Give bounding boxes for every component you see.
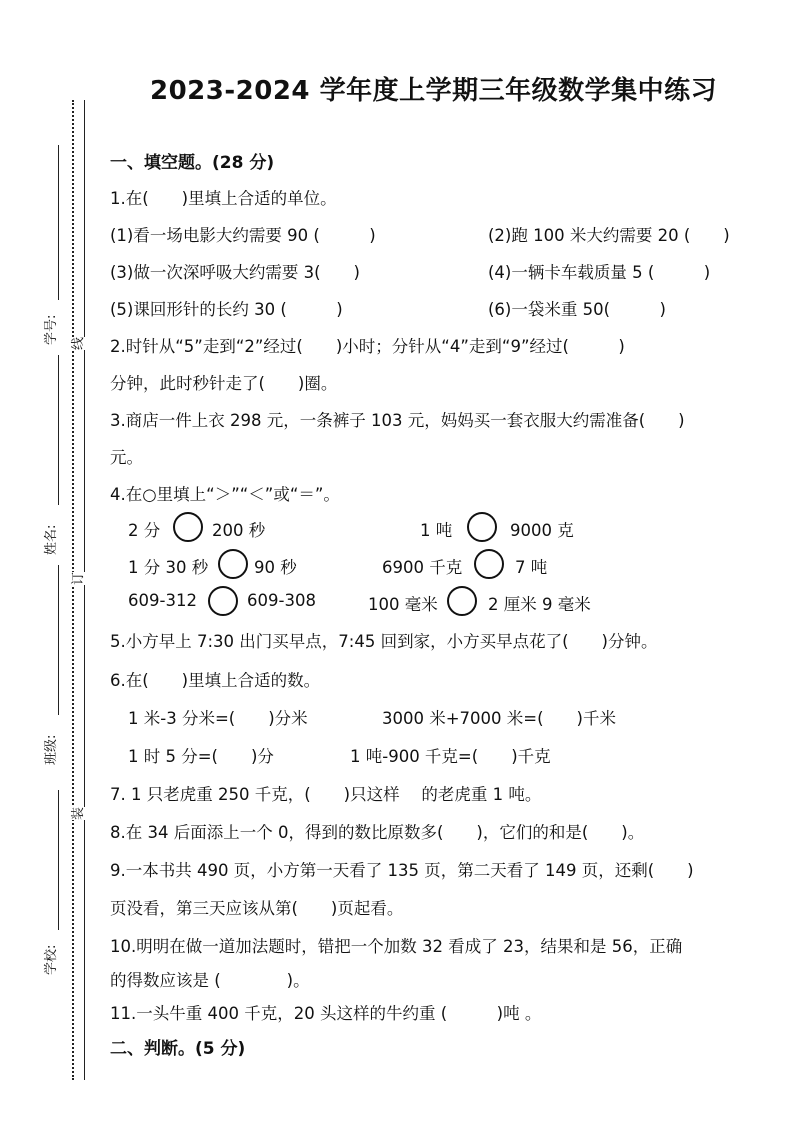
compare-left: 609-312 <box>128 591 197 610</box>
compare-circle[interactable] <box>474 549 504 579</box>
question-3-line-2: 元。 <box>110 448 143 467</box>
question-1-3: (3)做一次深呼吸大约需要 3( ) <box>110 263 360 282</box>
binding-dotted-line <box>72 100 74 1080</box>
xingming-underline <box>58 355 59 505</box>
question-11: 11.一头牛重 400 千克，20 头这样的牛约重 ( )吨 。 <box>110 1004 542 1023</box>
question-2-line-2: 分钟，此时秒针走了( )圈。 <box>110 374 338 393</box>
question-6-4: 1 吨-900 千克=( )千克 <box>350 747 551 766</box>
class-label: 班级: <box>44 734 59 765</box>
name-label: 姓名: <box>44 524 59 555</box>
compare-circle[interactable] <box>218 549 248 579</box>
question-1-5: (5)课回形针的长约 30 ( ) <box>110 300 343 319</box>
question-10-line-2: 的得数应该是 ( )。 <box>110 971 310 990</box>
compare-right: 90 秒 <box>254 558 297 577</box>
section-fill-in-title: 一、填空题。(28 分) <box>110 153 275 173</box>
compare-left: 1 分 30 秒 <box>128 558 209 577</box>
student-number-label: 学号: <box>44 314 59 345</box>
compare-right: 200 秒 <box>212 521 266 540</box>
question-7: 7. 1 只老虎重 250 千克，( )只这样 的老虎重 1 吨。 <box>110 785 542 804</box>
question-1-6: (6)一袋米重 50( ) <box>488 300 666 319</box>
question-9-line-1: 9.一本书共 490 页，小方第一天看了 135 页，第二天看了 149 页，还剩( ) <box>110 861 694 880</box>
compare-circle[interactable] <box>447 586 477 616</box>
compare-left: 1 吨 <box>420 521 453 540</box>
compare-circle[interactable] <box>208 586 238 616</box>
section-judgement-title: 二、判断。(5 分) <box>110 1039 246 1059</box>
question-1-1: (1)看一场电影大约需要 90 ( ) <box>110 226 376 245</box>
question-10-line-1: 10.明明在做一道加法题时，错把一个加数 32 看成了 23，结果和是 56，正确 <box>110 937 683 956</box>
question-9-line-2: 页没看，第三天应该从第( )页起看。 <box>110 899 404 918</box>
xuexiao-underline <box>58 790 59 930</box>
question-6-2: 3000 米+7000 米=( )千米 <box>382 709 616 728</box>
compare-left: 100 毫米 <box>368 595 438 614</box>
compare-left: 6900 千克 <box>382 558 463 577</box>
question-2-line-1: 2.时针从“5”走到“2”经过( )小时；分针从“4”走到“9”经过( ) <box>110 337 625 356</box>
banji-underline <box>58 565 59 715</box>
binding-solid-line <box>84 100 85 1080</box>
question-8: 8.在 34 后面添上一个 0，得到的数比原数多( )，它们的和是( )。 <box>110 823 645 842</box>
question-1-4: (4)一辆卡车载质量 5 ( ) <box>488 263 711 282</box>
school-label: 学校: <box>44 944 59 975</box>
binding-mark-zhuang: 装 <box>67 807 86 820</box>
binding-mark-ding: 订 <box>67 572 86 585</box>
compare-right: 609-308 <box>247 591 316 610</box>
compare-circle[interactable] <box>173 512 203 542</box>
question-1: 1.在( )里填上合适的单位。 <box>110 189 337 208</box>
question-3-line-1: 3.商店一件上衣 298 元，一条裤子 103 元，妈妈买一套衣服大约需准备( ) <box>110 411 685 430</box>
compare-right: 7 吨 <box>515 558 548 577</box>
compare-left: 2 分 <box>128 521 161 540</box>
xuehao-underline <box>58 145 59 300</box>
question-6-3: 1 时 5 分=( )分 <box>128 747 274 766</box>
compare-right: 2 厘米 9 毫米 <box>488 595 591 614</box>
compare-circle[interactable] <box>467 512 497 542</box>
question-6: 6.在( )里填上合适的数。 <box>110 671 321 690</box>
question-4: 4.在○里填上“＞”“＜”或“＝”。 <box>110 485 340 504</box>
question-1-2: (2)跑 100 米大约需要 20 ( ) <box>488 226 730 245</box>
question-6-1: 1 米-3 分米=( )分米 <box>128 709 308 728</box>
binding-mark-xian: 线 <box>67 337 86 350</box>
question-5: 5.小方早上 7:30 出门买早点，7:45 回到家，小方买早点花了( )分钟。 <box>110 632 658 651</box>
compare-right: 9000 克 <box>510 521 574 540</box>
page-title: 2023-2024 学年度上学期三年级数学集中练习 <box>150 76 718 106</box>
